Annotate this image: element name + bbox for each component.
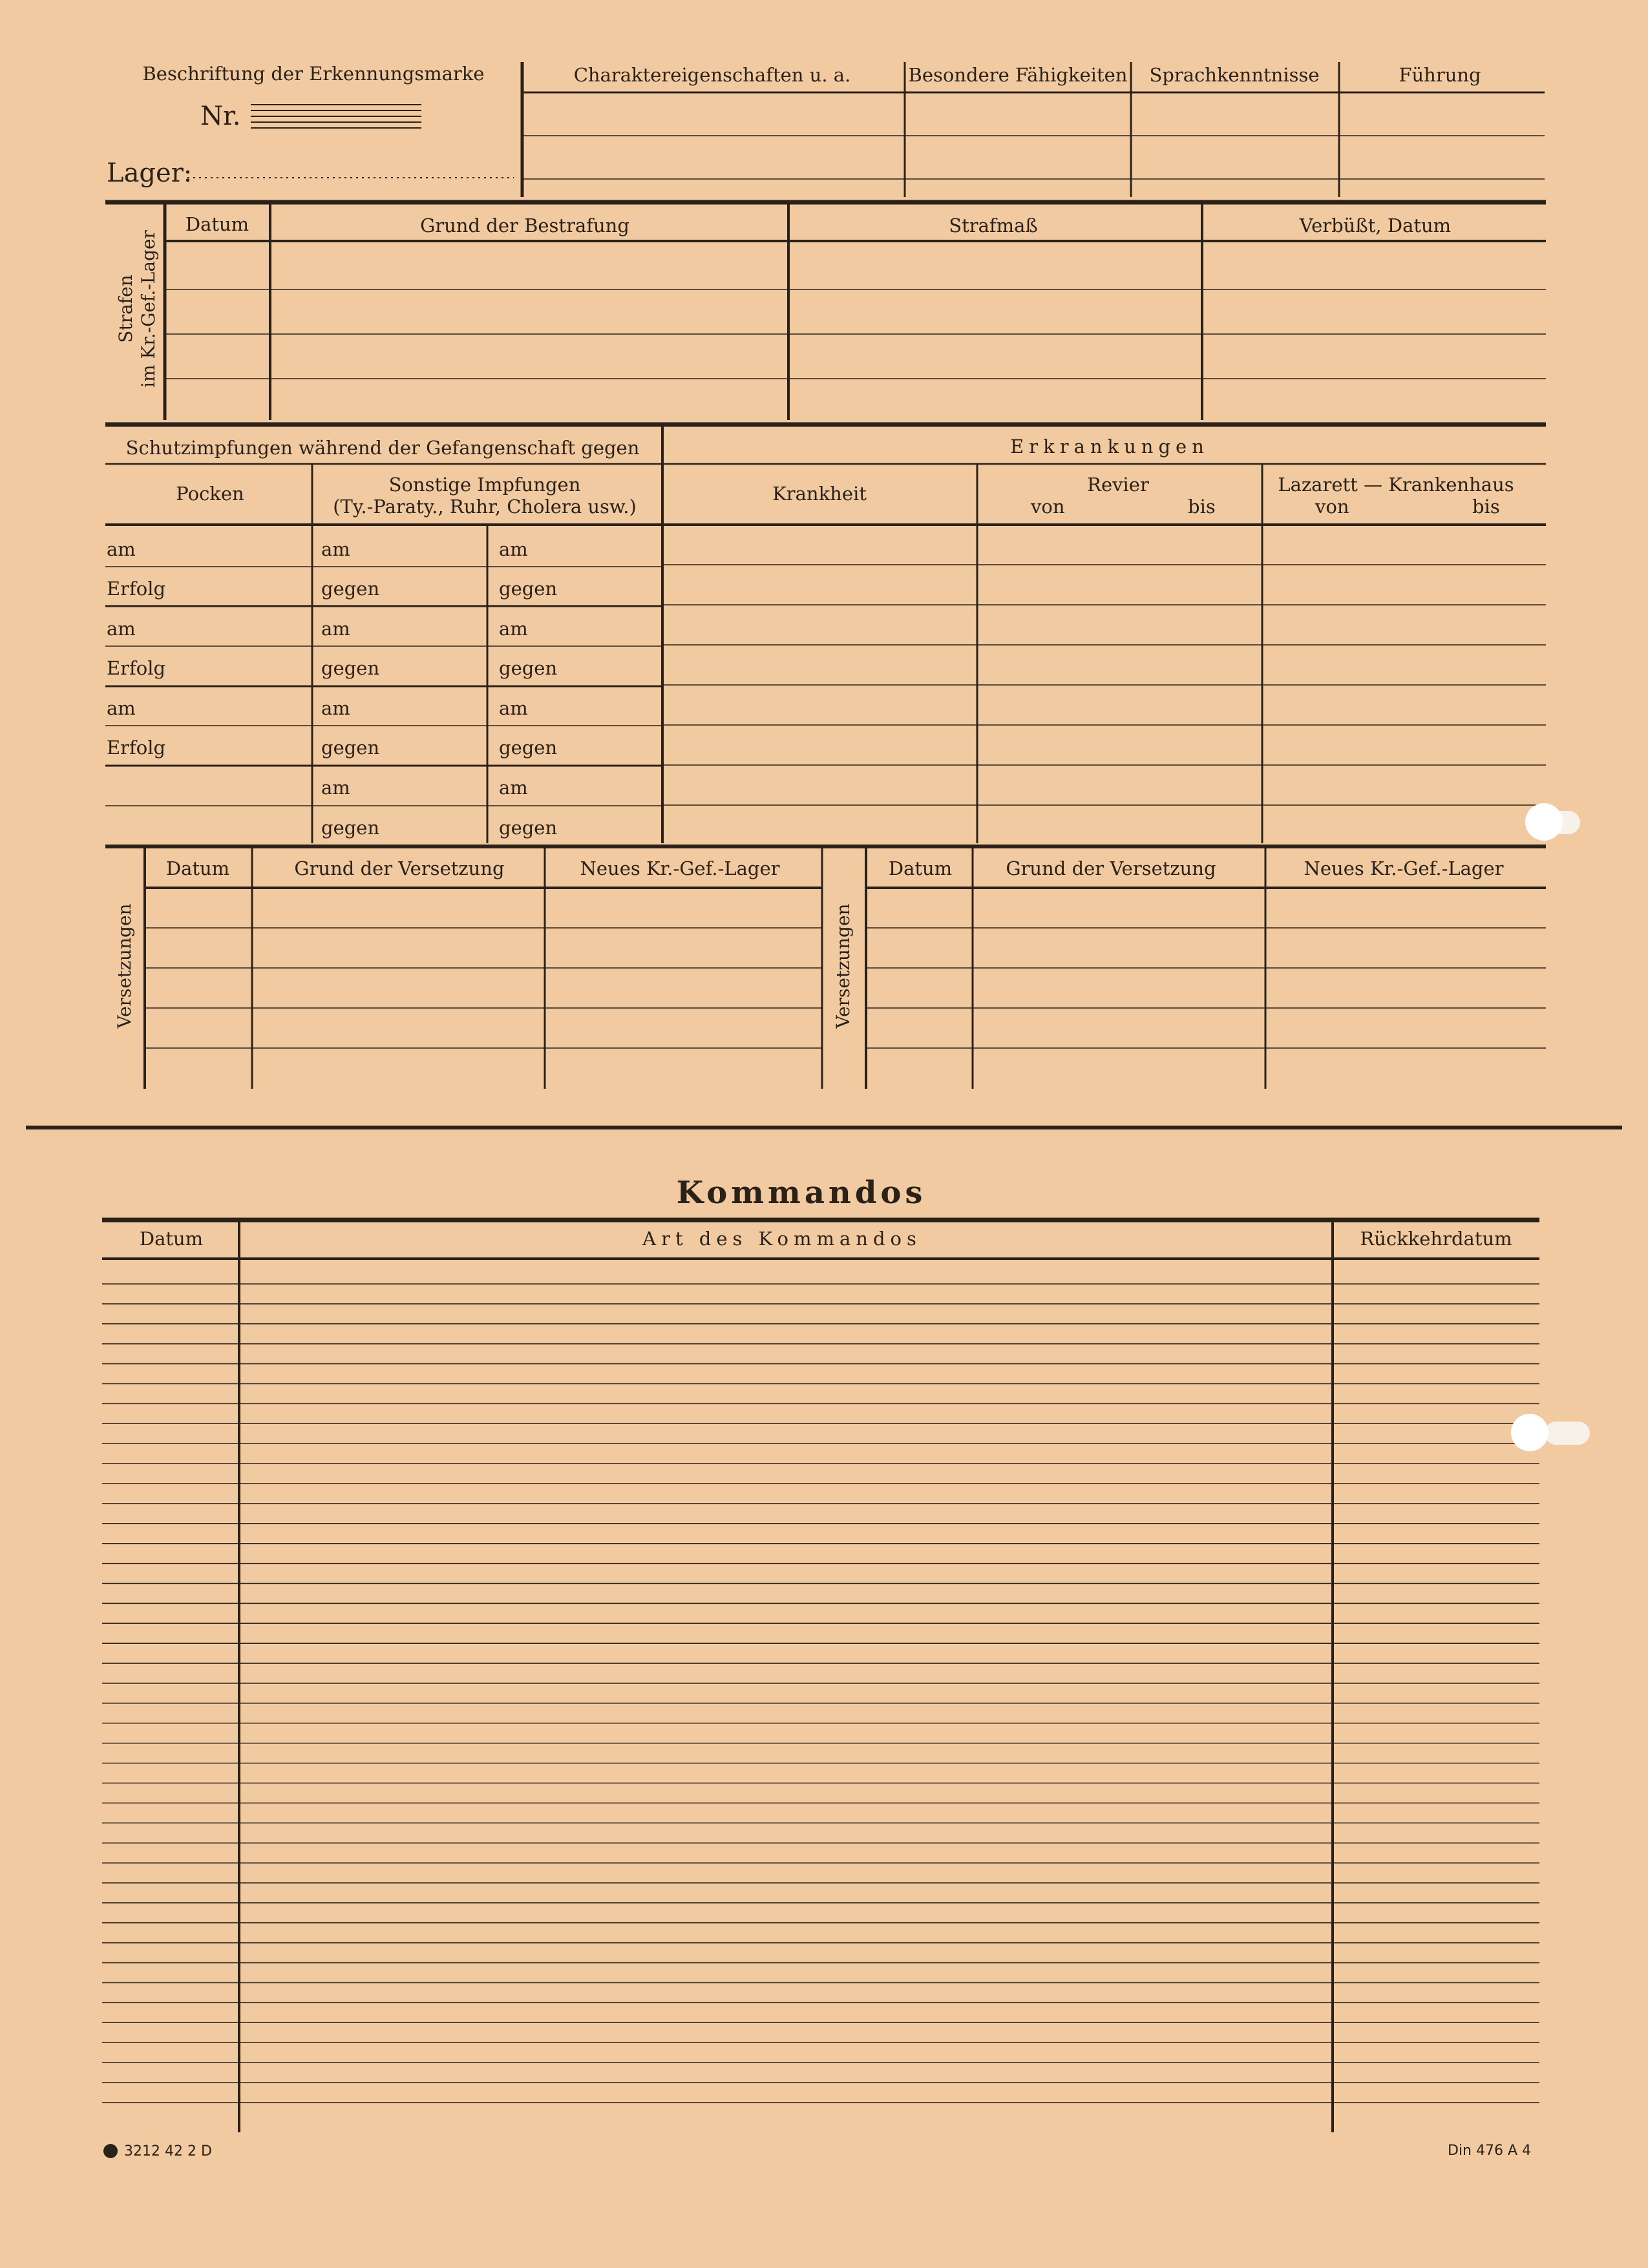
kommandos-col-date: Datum <box>139 1228 204 1250</box>
vacc-col-other-2: (Ty.-Paraty., Ruhr, Cholera usw.) <box>333 496 637 518</box>
vacc-gegen-4b: gegen <box>321 817 380 839</box>
vaccination-heading: Schutzimpfungen während der Gefangenschaft gegen <box>125 437 640 459</box>
vacc-gegen-3c: gegen <box>499 737 558 759</box>
col-abilities: Besondere Fähigkeiten <box>908 64 1128 86</box>
penalties-col-served: Verbüßt, Datum <box>1299 215 1452 236</box>
penalties-side-label-1: Strafen <box>115 275 136 343</box>
penalties-col-measure: Strafmaß <box>949 215 1038 236</box>
illness-revier-von: von <box>1031 496 1065 518</box>
vacc-col-other-1: Sonstige Impfungen <box>388 474 581 496</box>
din-label: Din 476 A 4 <box>1448 2143 1532 2159</box>
illness-revier-bis: bis <box>1188 496 1216 518</box>
vacc-am-3c: am <box>499 697 528 719</box>
kommandos-col-return: Rückkehrdatum <box>1360 1228 1512 1250</box>
illness-col-hospital: Lazarett — Krankenhaus <box>1278 474 1514 496</box>
penalties-side-label-2: im Kr.-Gef.-Lager <box>138 230 159 388</box>
col-character: Charaktereigenschaften u. a. <box>573 64 851 86</box>
penalties-side-label <box>114 230 160 388</box>
transfers-left-col-camp: Neues Kr.-Gef.-Lager <box>580 857 780 879</box>
vacc-am-4b: am <box>321 777 350 799</box>
vacc-am-1c: am <box>499 538 528 560</box>
kommandos-title: Kommandos <box>676 1175 927 1211</box>
punch-hole-top <box>1525 803 1563 841</box>
col-conduct: Führung <box>1399 64 1481 86</box>
transfers-side-label-left: Versetzungen <box>114 903 135 1029</box>
transfers-side-label-right: Versetzungen <box>832 903 854 1029</box>
printer-seal-icon <box>103 2144 118 2158</box>
vacc-gegen-2b: gegen <box>321 657 380 679</box>
vacc-gegen-3b: gegen <box>321 737 380 759</box>
vacc-am-1a: am <box>107 538 136 560</box>
print-code-text: 3212 42 2 D <box>124 2143 212 2159</box>
vacc-am-3b: am <box>321 697 350 719</box>
transfers-left-col-reason: Grund der Versetzung <box>294 857 505 879</box>
illness-heading: Erkrankungen <box>1010 436 1209 457</box>
vacc-erfolg-3: Erfolg <box>107 737 166 759</box>
illness-hospital-bis: bis <box>1472 496 1500 518</box>
penalties-col-reason: Grund der Bestrafung <box>420 215 629 236</box>
vacc-am-4c: am <box>499 777 528 799</box>
transfers-right-col-reason: Grund der Versetzung <box>1006 857 1216 879</box>
vacc-am-3a: am <box>107 697 136 719</box>
lager-label: Lager: <box>107 158 193 188</box>
illness-hospital-von: von <box>1315 496 1349 518</box>
vacc-gegen-1c: gegen <box>499 578 558 600</box>
punch-hole-bottom <box>1511 1414 1548 1451</box>
vacc-gegen-1b: gegen <box>321 578 380 600</box>
print-code <box>103 2144 212 2159</box>
illness-col-revier: Revier <box>1087 474 1149 496</box>
vacc-am-2a: am <box>107 618 136 640</box>
vacc-erfolg-2: Erfolg <box>107 657 166 679</box>
transfers-left-col-date: Datum <box>165 857 230 879</box>
col-languages: Sprachkenntnisse <box>1149 64 1320 86</box>
vacc-am-2c: am <box>499 618 528 640</box>
nr-label: Nr. <box>200 101 241 131</box>
vacc-gegen-2c: gegen <box>499 657 558 679</box>
penalties-col-date: Datum <box>185 213 249 235</box>
transfers-right-col-camp: Neues Kr.-Gef.-Lager <box>1304 857 1504 879</box>
ident-heading: Beschriftung der Erkennungsmarke <box>142 63 485 85</box>
kommandos-col-type: Art des Kommandos <box>642 1228 922 1250</box>
punch-hole-tear-bottom <box>1545 1422 1590 1445</box>
vacc-am-1b: am <box>321 538 350 560</box>
vacc-am-2b: am <box>321 618 350 640</box>
transfers-right-col-date: Datum <box>888 857 953 879</box>
illness-col-illness: Krankheit <box>772 483 867 505</box>
vacc-erfolg-1: Erfolg <box>107 578 166 600</box>
vacc-col-pocken: Pocken <box>176 483 244 505</box>
vacc-gegen-4c: gegen <box>499 817 558 839</box>
